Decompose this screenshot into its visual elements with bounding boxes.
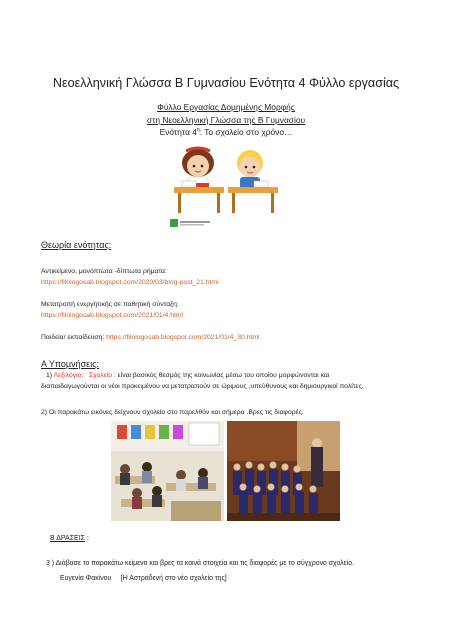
question-1-line-1 bbox=[46, 371, 329, 380]
section-b-heading bbox=[50, 534, 89, 543]
subtitle-line-2: στη Νεοελληνική Γλώσσα της Β Γυμνασίου bbox=[146, 115, 306, 125]
question-1-line-2: διαπαιδαγωγούνται οι νέοι προκειμένου να μετατραπούν σε ώριμους ,υπεύθυνους και δημιουργικοί πολίτες. bbox=[41, 383, 364, 390]
students-illustration bbox=[168, 139, 284, 231]
subtitle-line-3 bbox=[0, 127, 452, 137]
question-1-text: : είναι βασικός θεσμός της κοινωνίας μέσω του οποίου μορφώνονται και bbox=[113, 372, 330, 379]
modern-classroom-photo bbox=[111, 421, 224, 521]
unit-title: : Το σχολείο στο χρόνο… bbox=[199, 127, 293, 137]
question-1-label: Λεξιλόγιο: bbox=[53, 372, 84, 379]
page-title: Νεοελληνική Γλώσσα Β Γυμνασίου Ενότητα 4 Φύλλο εργασίας bbox=[52, 76, 400, 90]
source-line bbox=[60, 574, 227, 583]
section-b-colon: : bbox=[86, 535, 89, 542]
unit-ordinal: η bbox=[196, 127, 200, 134]
theory-item-3-link[interactable]: https://filologosab.blogspot.com/2021/01/4_30.html bbox=[106, 334, 260, 341]
theory-heading: Θεωρία ενότητας: bbox=[41, 240, 112, 250]
question-3-text: 3 ) Διάβασε το παρακάτω κείμενο και βρες τα κοινά στοιχεία και τις διαφορές με το σύγχρονο σχολείο. bbox=[46, 560, 354, 567]
theory-item-2-label: Μετατροπή ενεργητικής σε παθητική σύνταξη: bbox=[41, 301, 179, 308]
section-b-title: Β ΔΡΑΣΕΙΣ bbox=[50, 535, 85, 542]
old-school-photo bbox=[227, 421, 340, 521]
unit-prefix: Ενότητα 4 bbox=[159, 127, 197, 137]
publisher-logo-icon bbox=[170, 219, 210, 227]
theory-item-1-link[interactable]: https://filologosab.blogspot.com/2020/03/blog-post_21.html bbox=[41, 279, 219, 286]
subtitle-line-1: Φύλλο Εργασίας Δομημένης Μορφής bbox=[157, 102, 295, 112]
source-author: Ευγενία Φακίνου bbox=[60, 575, 112, 582]
theory-item-3 bbox=[41, 333, 260, 342]
question-1-number: 1) bbox=[46, 372, 53, 379]
theory-item-3-label: Παιδεία/ εκπαίδευση: bbox=[41, 334, 107, 341]
question-1-term: Σχολείο bbox=[89, 372, 112, 379]
question-2-text: 2) Οι παρακάτω εικόνες δείχνουν σχολείο στο παρελθόν και σήμερα .Βρες τις διαφορές. bbox=[41, 409, 304, 416]
theory-item-1-label: Αντικείμενο, μονόπτωτα -δίπτωτα ρήματα: bbox=[41, 268, 167, 275]
section-a-heading: Α Υπομνήσεις: bbox=[41, 359, 100, 369]
source-work: [Η Αστραδενή στο νέο σχολείο της] bbox=[120, 575, 227, 582]
theory-item-2-link[interactable]: https://filologosab.blogspot.com/2021/01/4.html bbox=[41, 312, 184, 319]
